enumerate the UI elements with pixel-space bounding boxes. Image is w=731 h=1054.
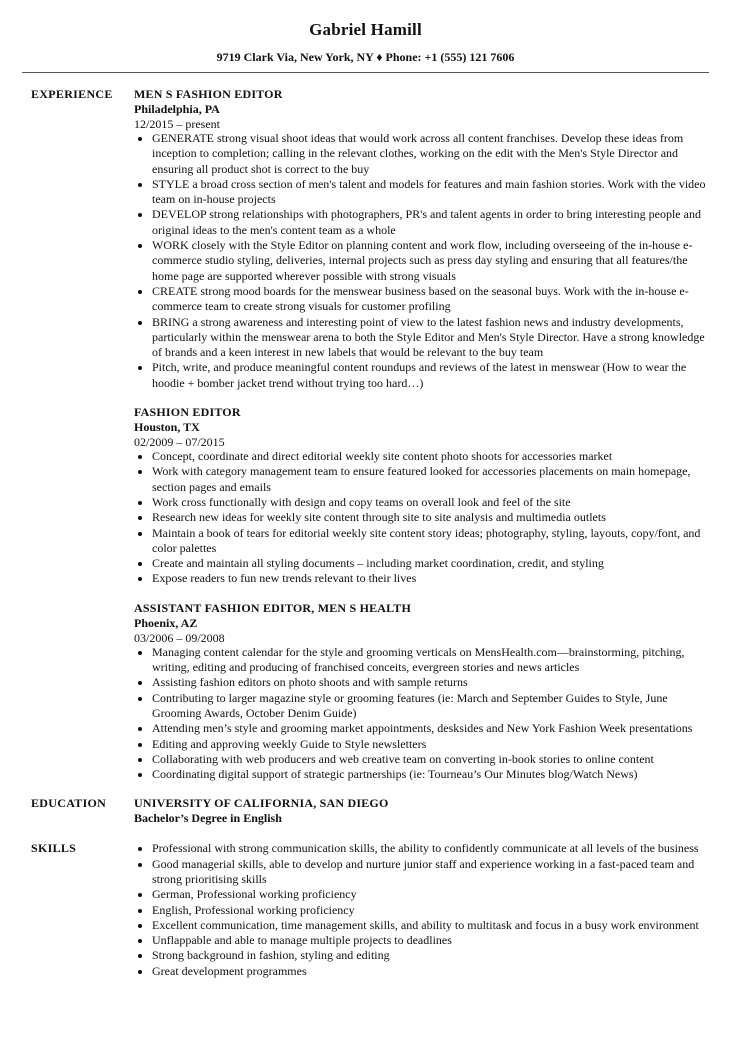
job-bullet: • GENERATE strong visual shoot ideas that would work across all content franchises. Develop these ideas from inception to completion; calling in the relevant clothes, working on the edit with the Men's Style Director and ensuring all product shot is correct to the buy xyxy=(152,131,709,177)
job-location: Philadelphia, PA xyxy=(134,102,220,116)
job-dates: 03/2006 – 09/2008 xyxy=(134,630,225,645)
job-title: ASSISTANT FASHION EDITOR, MEN S HEALTH xyxy=(134,600,412,615)
job-bullet: • Editing and approving weekly Guide to Style newsletters xyxy=(152,737,709,752)
job-dates: 12/2015 – present xyxy=(134,117,220,131)
job-bullets xyxy=(134,131,709,391)
job-bullet: • Concept, coordinate and direct editorial weekly site content photo shoots for accessories market xyxy=(152,449,709,464)
job-bullet: • WORK closely with the Style Editor on planning content and work flow, including overseeing of the in-house e-commerce studio styling, deliveries, internal projects such as press day styling and ensuring that all features/the home page are supported wherever possible with strong visuals xyxy=(152,238,709,284)
experience-entry xyxy=(134,405,709,587)
job-dates: 02/2009 – 07/2015 xyxy=(134,435,225,450)
skills-body xyxy=(134,841,709,979)
skill-item: • Strong background in fashion, styling and editing xyxy=(152,948,709,963)
skill-item: • Excellent communication, time management skills, and ability to multitask and focus in a busy work environment xyxy=(152,918,709,933)
skills-heading: SKILLS xyxy=(31,841,77,856)
job-bullet: • Collaborating with web producers and web creative team on converting in-book stories to online content xyxy=(152,752,709,767)
job-title: MEN S FASHION EDITOR xyxy=(134,87,283,101)
skill-item: • Unflappable and able to manage multiple projects to deadlines xyxy=(152,933,709,948)
job-location: Phoenix, AZ xyxy=(134,615,198,630)
skill-item: • Great development programmes xyxy=(152,964,709,979)
job-bullet: • Research new ideas for weekly site content through site to site analysis and multimedia outlets xyxy=(152,510,709,525)
experience-entry xyxy=(134,87,709,391)
job-bullet: • Managing content calendar for the style and grooming verticals on MensHealth.com—brainstorming, pitching, writing, editing and producing of franchised conceits, evergreen stories and news articles xyxy=(152,645,709,676)
job-bullet: • BRING a strong awareness and interesting point of view to the latest fashion news and industry developments, particularly within the menswear arena to both the Style Editor and Men's Style Director. Have a strong knowledge of brands and a keen interest in new labels that would be relevant to the buy team xyxy=(152,315,709,361)
job-bullets xyxy=(134,449,709,587)
experience-list xyxy=(134,87,709,782)
education-heading: EDUCATION xyxy=(31,796,107,811)
job-bullet: • Contributing to larger magazine style or grooming features (ie: March and September Guides to Style, June Grooming Awards, October Denim Guide) xyxy=(152,691,709,722)
candidate-name: Gabriel Hamill xyxy=(309,20,422,39)
job-bullet: • Assisting fashion editors on photo shoots and with sample returns xyxy=(152,675,709,690)
job-bullet: • DEVELOP strong relationships with photographers, PR's and talent agents in order to bring interesting people and original ideas to the men's content team as a whole xyxy=(152,207,709,238)
education-degree: Bachelor’s Degree in English xyxy=(134,811,282,826)
skills-section xyxy=(22,841,709,979)
education-section xyxy=(22,796,709,826)
skill-item: • Professional with strong communication skills, the ability to confidently communicate at all levels of the business xyxy=(152,841,709,856)
job-bullet: • Maintain a book of tears for editorial weekly site content story ideas; photography, styling, layouts, copy/font, and color palettes xyxy=(152,526,709,557)
job-bullet: • Create and maintain all styling documents – including market coordination, credit, and styling xyxy=(152,556,709,571)
job-bullets xyxy=(134,645,709,783)
skills-list xyxy=(134,841,709,979)
job-bullet: • Coordinating digital support of strategic partnerships (ie: Tourneau’s Our Minutes blog/Watch News) xyxy=(152,767,709,782)
resume-header xyxy=(0,0,731,65)
experience-entry xyxy=(134,601,709,783)
header-divider xyxy=(22,72,709,73)
job-bullet: • CREATE strong mood boards for the menswear business based on the seasonal buys. Work with the in-house e-commerce team to create strong visuals for customer profiling xyxy=(152,284,709,315)
job-location: Houston, TX xyxy=(134,420,200,435)
experience-section xyxy=(22,87,709,782)
job-bullet: • Expose readers to fun new trends relevant to their lives xyxy=(152,571,709,586)
skill-item: • Good managerial skills, able to develop and nurture junior staff and experience working in a fast-paced team and strong prioritising skills xyxy=(152,857,709,888)
skill-item: • English, Professional working proficiency xyxy=(152,903,709,918)
job-title: FASHION EDITOR xyxy=(134,405,241,420)
job-bullet: • Work cross functionally with design and copy teams on overall look and feel of the site xyxy=(152,495,709,510)
education-body xyxy=(134,796,709,826)
job-bullet: • Work with category management team to ensure featured looked for accessories placements on main homepage, section pages and emails xyxy=(152,464,709,495)
experience-heading: EXPERIENCE xyxy=(31,87,113,101)
job-bullet: • STYLE a broad cross section of men's talent and models for features and main fashion stories. Work with the video team on in-house projects xyxy=(152,177,709,208)
education-school: UNIVERSITY OF CALIFORNIA, SAN DIEGO xyxy=(134,796,389,811)
contact-line: 9719 Clark Via, New York, NY ♦ Phone: +1 (555) 121 7606 xyxy=(216,50,515,64)
job-bullet: • Attending men’s style and grooming market appointments, desksides and New York Fashion Week presentations xyxy=(152,721,709,736)
job-bullet: • Pitch, write, and produce meaningful content roundups and reviews of the latest in menswear (How to wear the hoodie + bomber jacket trend without trying too hard…) xyxy=(152,360,709,391)
skill-item: • German, Professional working proficiency xyxy=(152,887,709,902)
